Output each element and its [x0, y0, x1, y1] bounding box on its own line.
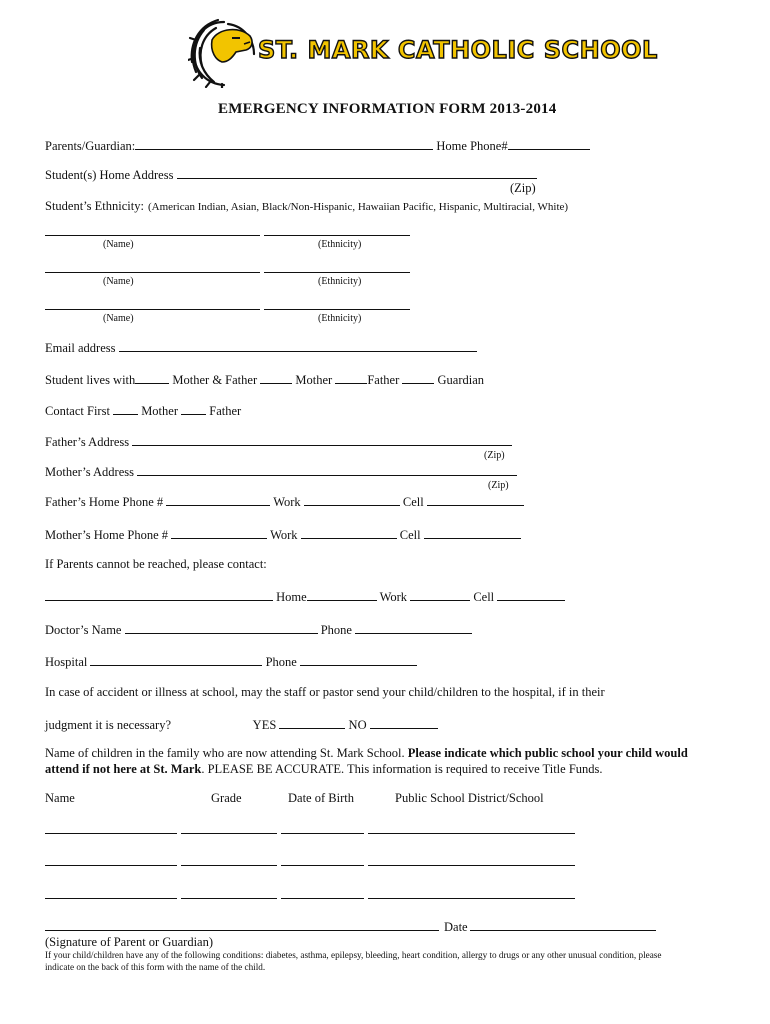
- lives-with-father-check[interactable]: [335, 371, 367, 384]
- student-2-name-field[interactable]: [45, 272, 260, 273]
- student-1-name-caption: (Name): [103, 239, 134, 250]
- children-intro-line-1: [45, 746, 688, 761]
- father-work-field[interactable]: [304, 493, 400, 506]
- home-phone-label: Home Phone#: [436, 139, 508, 153]
- consent-yes-label: YES: [252, 718, 277, 732]
- alt-contact-cell-field[interactable]: [497, 588, 565, 601]
- lives-with-mother-father-label: Mother & Father: [172, 373, 258, 387]
- lion-head-icon: [188, 18, 260, 88]
- signature-field[interactable]: [45, 930, 439, 931]
- student-1-name-field[interactable]: [45, 235, 260, 236]
- form-title: EMERGENCY INFORMATION FORM 2013-2014: [218, 101, 557, 117]
- email-label: Email address: [45, 341, 116, 355]
- lives-with-guardian-label: Guardian: [437, 373, 485, 387]
- medical-note-line-2: indicate on the back of this form with the name of the child.: [45, 962, 266, 972]
- alt-contact-home-label: Home: [276, 590, 307, 604]
- father-home-phone-field[interactable]: [166, 493, 270, 506]
- consent-yes-field[interactable]: [279, 716, 345, 729]
- children-intro-line-2: [45, 762, 603, 777]
- mother-work-label: Work: [270, 528, 298, 542]
- children-col-grade: Grade: [211, 791, 242, 805]
- mother-work-field[interactable]: [301, 526, 397, 539]
- child-1-district-field[interactable]: [368, 833, 575, 834]
- school-name: ST. MARK CATHOLIC SCHOOL: [258, 36, 658, 64]
- child-3-grade-field[interactable]: [181, 898, 277, 899]
- alt-contact-home-field[interactable]: [307, 588, 377, 601]
- mother-address-field[interactable]: [137, 463, 517, 476]
- parents-guardian-label: Parents/Guardian:: [45, 139, 136, 153]
- children-col-dob: Date of Birth: [288, 791, 354, 805]
- consent-question-line-2: judgment it is necessary?: [45, 718, 172, 732]
- lives-with-father-label: Father: [367, 373, 400, 387]
- contact-first-father-check[interactable]: [181, 402, 206, 415]
- lives-with-mother-father-check[interactable]: [135, 371, 169, 384]
- child-2-grade-field[interactable]: [181, 865, 277, 866]
- parents-guardian-field[interactable]: [135, 137, 433, 150]
- student-1-ethnicity-field[interactable]: [264, 235, 410, 236]
- alt-contact-name-field[interactable]: [45, 588, 273, 601]
- ethnicity-row: [45, 197, 568, 215]
- doctor-name-field[interactable]: [125, 621, 318, 634]
- consent-no-field[interactable]: [370, 716, 438, 729]
- father-address-label: Father’s Address: [45, 435, 130, 449]
- child-3-dob-field[interactable]: [281, 898, 364, 899]
- doctor-name-label: Doctor’s Name: [45, 623, 122, 637]
- children-col-name: Name: [45, 791, 75, 805]
- mother-address-row: [45, 463, 517, 480]
- children-intro-tail: . PLEASE BE ACCURATE. This information is required to receive Title Funds.: [201, 762, 603, 776]
- mother-cell-label: Cell: [399, 528, 421, 542]
- hospital-label: Hospital: [45, 655, 88, 669]
- father-cell-field[interactable]: [427, 493, 524, 506]
- lives-with-mother-check[interactable]: [260, 371, 292, 384]
- ethnicity-options: (American Indian, Asian, Black/Non-Hispanic, Hawaiian Pacific, Hispanic, Multiracial, White): [147, 201, 569, 213]
- lives-with-label: Student lives with: [45, 373, 136, 387]
- father-home-phone-label: Father’s Home Phone #: [45, 495, 164, 509]
- student-3-ethnicity-caption: (Ethnicity): [318, 313, 362, 324]
- father-phone-row: [45, 493, 524, 510]
- student-3-ethnicity-field[interactable]: [264, 309, 410, 310]
- father-work-label: Work: [273, 495, 301, 509]
- child-2-dob-field[interactable]: [281, 865, 364, 866]
- email-row: [45, 339, 477, 356]
- student-2-ethnicity-caption: (Ethnicity): [318, 276, 362, 287]
- alt-contact-cell-label: Cell: [473, 590, 495, 604]
- contact-first-row: [45, 402, 241, 419]
- hospital-row: [45, 653, 417, 670]
- signature-date-field[interactable]: [470, 930, 656, 931]
- lives-with-mother-label: Mother: [295, 373, 333, 387]
- child-2-district-field[interactable]: [368, 865, 575, 866]
- lives-with-guardian-check[interactable]: [402, 371, 434, 384]
- home-address-label: Student(s) Home Address: [45, 168, 174, 182]
- child-1-grade-field[interactable]: [181, 833, 277, 834]
- home-address-row: [45, 166, 537, 183]
- alt-contact-intro: If Parents cannot be reached, please contact:: [45, 557, 267, 571]
- children-intro-bold-2: attend if not here at St. Mark: [45, 762, 202, 776]
- hospital-phone-label: Phone: [265, 655, 297, 669]
- mother-address-label: Mother’s Address: [45, 465, 135, 479]
- mother-phone-row: [45, 526, 521, 543]
- lives-with-row: [45, 371, 484, 388]
- home-address-field[interactable]: [177, 166, 537, 179]
- child-1-name-field[interactable]: [45, 833, 177, 834]
- alt-contact-row: [45, 588, 565, 605]
- father-cell-label: Cell: [402, 495, 424, 509]
- doctor-phone-field[interactable]: [355, 621, 472, 634]
- mother-home-phone-field[interactable]: [171, 526, 267, 539]
- doctor-phone-label: Phone: [320, 623, 352, 637]
- father-address-field[interactable]: [132, 433, 512, 446]
- contact-first-label: Contact First: [45, 404, 110, 418]
- alt-contact-work-label: Work: [379, 590, 408, 604]
- child-2-name-field[interactable]: [45, 865, 177, 866]
- student-1-ethnicity-caption: (Ethnicity): [318, 239, 362, 250]
- children-col-district: Public School District/School: [395, 791, 544, 805]
- contact-first-mother-check[interactable]: [113, 402, 138, 415]
- consent-question-line-1: In case of accident or illness at school, may the staff or pastor send your child/children to the hospital, if in their: [45, 685, 605, 699]
- mother-home-phone-label: Mother’s Home Phone #: [45, 528, 169, 542]
- father-address-zip-caption: (Zip): [484, 450, 505, 461]
- home-phone-field[interactable]: [508, 137, 590, 150]
- children-intro-text: Name of children in the family who are now attending St. Mark School.: [45, 746, 405, 760]
- school-logo: [188, 18, 658, 88]
- email-field[interactable]: [119, 339, 477, 352]
- hospital-field[interactable]: [90, 653, 262, 666]
- father-address-row: [45, 433, 512, 450]
- consent-row: [45, 716, 438, 733]
- signature-caption: (Signature of Parent or Guardian): [45, 935, 213, 949]
- home-address-zip-caption: (Zip): [510, 181, 536, 195]
- child-3-name-field[interactable]: [45, 898, 177, 899]
- mother-address-zip-caption: (Zip): [488, 480, 509, 491]
- parents-guardian-row: [45, 137, 590, 154]
- student-3-name-caption: (Name): [103, 313, 134, 324]
- student-3-name-field[interactable]: [45, 309, 260, 310]
- children-intro-bold-1: Please indicate which public school your child would: [407, 746, 688, 760]
- consent-no-label: NO: [348, 718, 367, 732]
- ethnicity-label: Student’s Ethnicity:: [45, 199, 144, 213]
- contact-first-father-label: Father: [209, 404, 242, 418]
- alt-contact-work-field[interactable]: [410, 588, 470, 601]
- contact-first-mother-label: Mother: [141, 404, 178, 418]
- child-1-dob-field[interactable]: [281, 833, 364, 834]
- doctor-row: [45, 621, 472, 638]
- child-3-district-field[interactable]: [368, 898, 575, 899]
- medical-note-line-1: If your child/children have any of the following conditions: diabetes, asthma, epilepsy, bleeding, heart condition, allergy to drugs or any other unusual condition, please: [45, 950, 662, 960]
- mother-cell-field[interactable]: [424, 526, 521, 539]
- student-2-ethnicity-field[interactable]: [264, 272, 410, 273]
- signature-date-label: Date: [444, 920, 468, 934]
- hospital-phone-field[interactable]: [300, 653, 417, 666]
- student-2-name-caption: (Name): [103, 276, 134, 287]
